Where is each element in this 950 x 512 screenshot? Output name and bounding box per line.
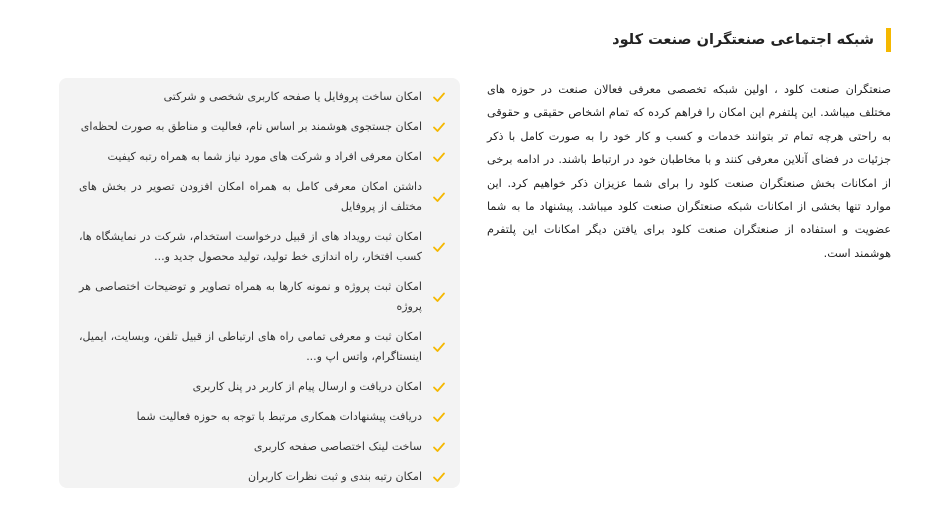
feature-text: امکان ثبت و معرفی تمامی راه های ارتباطی از قبیل تلفن، وبسایت، ایمیل، اینستاگرام، واتس اپ و... [79, 330, 422, 363]
check-icon [432, 90, 446, 104]
feature-text: امکان معرفی افراد و شرکت های مورد نیاز شما به همراه رتبه کیفیت [107, 150, 422, 163]
feature-item [79, 227, 446, 267]
feature-item [79, 377, 446, 397]
feature-item [79, 327, 446, 367]
feature-text: امکان دریافت و ارسال پیام از کاربر در پنل کاربری [192, 380, 422, 393]
check-icon [432, 380, 446, 394]
feature-text: دریافت پیشنهادات همکاری مرتبط با توجه به حوزه فعالیت شما [136, 410, 422, 423]
check-icon [432, 340, 446, 354]
check-icon [432, 150, 446, 164]
feature-text: امکان ثبت پروژه و نمونه کارها به همراه تصاویر و توضیحات اختصاصی هر پروژه [79, 280, 422, 313]
check-icon [432, 190, 446, 204]
feature-text: ساخت لینک اختصاصی صفحه کاربری [253, 440, 422, 453]
title-accent-bar [886, 28, 891, 52]
feature-item [79, 147, 446, 167]
check-icon [432, 440, 446, 454]
feature-item [79, 437, 446, 457]
feature-item [79, 407, 446, 427]
features-panel [59, 78, 460, 488]
description-paragraph: صنعتگران صنعت کلود ، اولین شبکه تخصصی معرفی فعالان صنعت در حوزه های مختلف میباشد. این پلتفرم این امکان را فراهم کرده که تمام اشخاص حقیقی و حقوقی به راحتی هرچه تمام تر بتوانند خدمات و کسب و کار خود را به صورت کامل با ذکر جزئیات در فضای آنلاین معرفی کنند و با مخاطبان خود در ارتباط باشند. در ادامه برخی از امکانات بخش صنعتگران صنعت کلود را برای شما عزیزان ذکر خواهیم کرد. این موارد تنها بخشی از امکانات شبکه صنعتگران صنعت کلود میباشد. پیشنهاد ما به شما عضویت و استفاده از صنعتگران صنعت کلود برای یافتن دیگر امکانات این پلتفرم هوشمند است. [487, 83, 891, 260]
feature-item [79, 117, 446, 137]
feature-text: امکان رتبه بندی و ثبت نظرات کاربران [247, 470, 422, 483]
feature-item [79, 87, 446, 107]
feature-item [79, 467, 446, 487]
feature-text: داشتن امکان معرفی کامل به همراه امکان افزودن تصویر در بخش های مختلف از پروفایل [79, 180, 422, 213]
check-icon [432, 410, 446, 424]
section-header [612, 28, 891, 52]
check-icon [432, 470, 446, 484]
feature-text: امکان جستجوی هوشمند بر اساس نام، فعالیت و مناطق به صورت لحظه‌ای [80, 120, 422, 133]
feature-item [79, 177, 446, 217]
feature-text: امکان ساخت پروفایل یا صفحه کاربری شخصی و شرکتی [163, 90, 422, 103]
check-icon [432, 290, 446, 304]
feature-text: امکان ثبت رویداد های از قبیل درخواست استخدام، شرکت در نمایشگاه ها، کسب افتخار، راه اندازی خط تولید، تولید محصول جدید و... [79, 230, 422, 263]
check-icon [432, 240, 446, 254]
page-title: شبکه اجتماعی صنعتگران صنعت کلود [612, 32, 874, 48]
check-icon [432, 120, 446, 134]
feature-item [79, 277, 446, 317]
